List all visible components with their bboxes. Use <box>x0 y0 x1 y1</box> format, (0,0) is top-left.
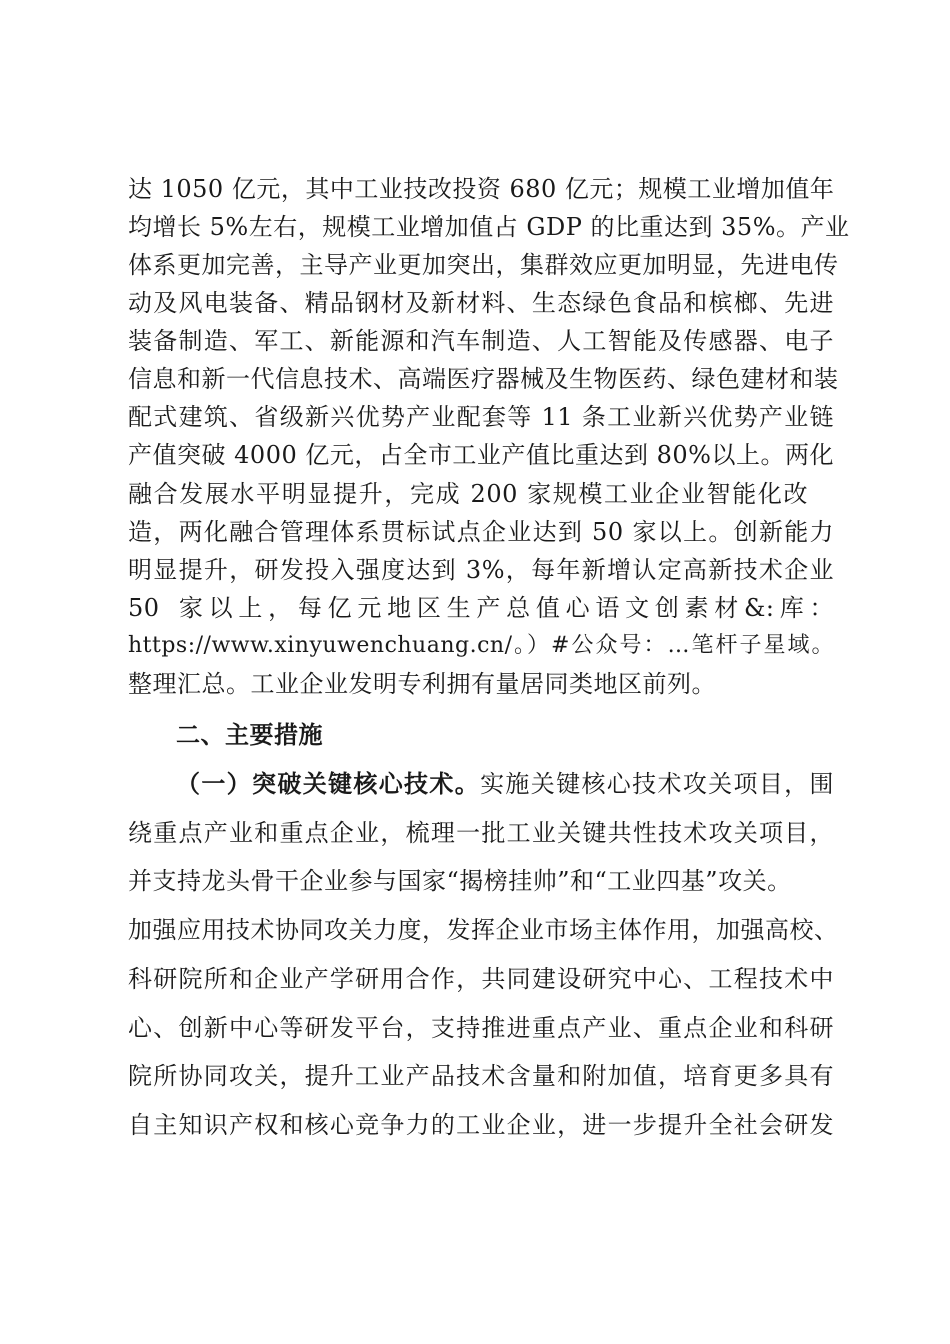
body-text-line: 造，两化融合管理体系贯标试点企业达到 50 家以上。创新能力 <box>128 518 834 546</box>
body-text-line: 院所协同攻关，提升工业产品技术含量和附加值，培育更多具有 <box>128 1062 834 1090</box>
body-text-line: 并支持龙头骨干企业参与国家“揭榜挂帅”和“工业四基”攻关。 <box>128 867 792 895</box>
paragraph-lead-line <box>176 769 834 799</box>
subsection-title: （一）突破关键核心技术。 <box>176 770 481 798</box>
body-text-line: 加强应用技术协同攻关力度，发挥企业市场主体作用，加强高校、 <box>128 916 839 944</box>
body-text-line: 体系更加完善，主导产业更加突出，集群效应更加明显，先进电传 <box>128 251 839 279</box>
body-text-line: 达 1050 亿元，其中工业技改投资 680 亿元；规模工业增加值年 <box>128 175 835 203</box>
section-heading: 二、主要措施 <box>176 721 323 749</box>
body-text-line: 自主知识产权和核心竞争力的工业企业，进一步提升全社会研发 <box>128 1111 834 1139</box>
body-text-line: 绕重点产业和重点企业，梳理一批工业关键共性技术攻关项目， <box>128 819 834 847</box>
lead-line-text: 实施关键核心技术攻关项目，围 <box>480 770 835 798</box>
body-text-line: 动及风电装备、精品钢材及新材料、生态绿色食品和槟榔、先进 <box>128 289 834 317</box>
body-text-line-url: https://www.xinyuwenchuang.cn/。）#公众号：…笔杆子星域。 <box>128 633 834 658</box>
body-text-line: 产值突破 4000 亿元，占全市工业产值比重达到 80%以上。两化 <box>128 441 834 469</box>
body-text-line: 均增长 5%左右，规模工业增加值占 GDP 的比重达到 35%。产业 <box>128 213 850 241</box>
body-text-line: 融合发展水平明显提升，完成 200 家规模工业企业智能化改 <box>128 480 808 508</box>
body-text-line: 50 家以上，每亿元地区生产总值心语文创素材&:库： <box>128 594 834 622</box>
body-text-line: 装备制造、军工、新能源和汽车制造、人工智能及传感器、电子 <box>128 327 834 355</box>
body-text-line: 科研院所和企业产学研用合作，共同建设研究中心、工程技术中 <box>128 965 834 993</box>
body-text-line: 心、创新中心等研发平台，支持推进重点产业、重点企业和科研 <box>128 1014 834 1042</box>
body-text-line: 信息和新一代信息技术、高端医疗器械及生物医药、绿色建材和装 <box>128 365 839 393</box>
body-text-line: 配式建筑、省级新兴优势产业配套等 11 条工业新兴优势产业链 <box>128 403 834 431</box>
body-text-line: 明显提升，研发投入强度达到 3%，每年新增认定高新技术企业 <box>128 556 834 584</box>
body-text-line: 整理汇总。工业企业发明专利拥有量居同类地区前列。 <box>128 670 716 698</box>
